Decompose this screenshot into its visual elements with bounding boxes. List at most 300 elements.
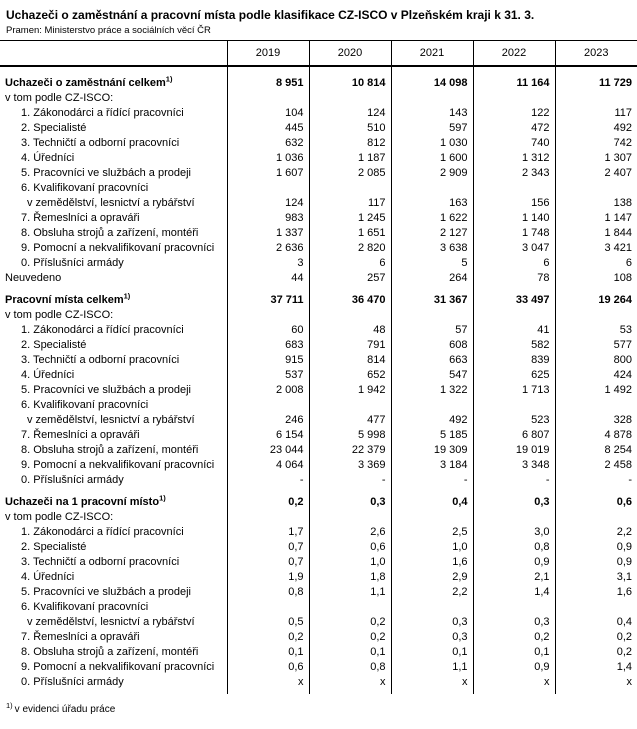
value-cell: 124 (309, 105, 391, 120)
value-cell (309, 599, 391, 614)
block-title-text: Uchazeči o zaměstnání celkem (5, 76, 166, 89)
value-cell: 138 (555, 195, 637, 210)
table-row (0, 457, 637, 472)
table-row (0, 472, 637, 487)
value-cell: x (391, 674, 473, 694)
value-cell: 2,6 (309, 524, 391, 539)
value-cell: 1 140 (473, 210, 555, 225)
value-cell: 683 (227, 337, 309, 352)
value-cell: 6 (473, 255, 555, 270)
value-cell: 0,4 (555, 614, 637, 629)
row-label: 7. Řemeslníci a opraváři (21, 630, 140, 643)
value-cell: 48 (309, 322, 391, 337)
row-label: 4. Úředníci (21, 570, 75, 583)
value-cell: 1 622 (391, 210, 473, 225)
table-row (0, 322, 637, 337)
value-cell: 3 (227, 255, 309, 270)
table-row (0, 644, 637, 659)
value-cell: 477 (309, 412, 391, 427)
value-cell: 3,1 (555, 569, 637, 584)
total-value-cell: 0,3 (309, 487, 391, 509)
row-label: Neuvedeno (5, 271, 62, 284)
value-cell (309, 397, 391, 412)
value-cell: 3 184 (391, 457, 473, 472)
block-total-row (0, 66, 637, 90)
row-label: 2. Specialisté (21, 540, 87, 553)
value-cell: 1 942 (309, 382, 391, 397)
value-cell: 3 638 (391, 240, 473, 255)
total-value-cell: 11 729 (555, 66, 637, 90)
value-cell: 547 (391, 367, 473, 382)
row-label: 2. Specialisté (21, 338, 87, 351)
value-cell: 4 064 (227, 457, 309, 472)
row-label: 1. Zákonodárci a řídící pracovníci (21, 106, 184, 119)
value-cell: 2 008 (227, 382, 309, 397)
value-cell: 812 (309, 135, 391, 150)
table-row (0, 180, 637, 195)
value-cell: - (555, 472, 637, 487)
value-cell: 663 (391, 352, 473, 367)
total-value-cell: 11 164 (473, 66, 555, 90)
footnote-ref-icon: 1) (123, 290, 131, 300)
total-value-cell: 0,2 (227, 487, 309, 509)
block-total-row (0, 285, 637, 307)
table-header-row (0, 41, 637, 66)
table-row (0, 270, 637, 285)
value-cell: 1 600 (391, 150, 473, 165)
value-cell: 0,2 (227, 629, 309, 644)
row-label: 9. Pomocní a nekvalifikovaní pracovníci (21, 458, 215, 471)
table-body (0, 66, 637, 694)
value-cell: 0,7 (227, 554, 309, 569)
footnote (6, 701, 631, 715)
table-row (0, 442, 637, 457)
value-cell: 264 (391, 270, 473, 285)
table-row (0, 554, 637, 569)
value-cell: 1 312 (473, 150, 555, 165)
footnote-text: v evidenci úřadu práce (14, 703, 116, 715)
row-label: 3. Techničtí a odborní pracovníci (21, 555, 180, 568)
value-cell: x (555, 674, 637, 694)
value-cell: 328 (555, 412, 637, 427)
total-value-cell: 0,6 (555, 487, 637, 509)
value-cell: 2 407 (555, 165, 637, 180)
row-label: 7. Řemeslníci a opraváři (21, 428, 140, 441)
value-cell: 2,2 (555, 524, 637, 539)
value-cell (391, 180, 473, 195)
value-cell (555, 397, 637, 412)
value-cell: 143 (391, 105, 473, 120)
value-cell (391, 599, 473, 614)
value-cell (473, 90, 555, 105)
row-label: 0. Příslušníci armády (21, 256, 124, 269)
value-cell: 246 (227, 412, 309, 427)
value-cell: 800 (555, 352, 637, 367)
table-row (0, 674, 637, 694)
table-row (0, 614, 637, 629)
value-cell: 0,6 (309, 539, 391, 554)
value-cell (391, 90, 473, 105)
year-header: 2023 (555, 41, 637, 66)
year-header: 2021 (391, 41, 473, 66)
value-cell: - (309, 472, 391, 487)
value-cell: 0,2 (555, 629, 637, 644)
value-cell (391, 397, 473, 412)
value-cell: 2,1 (473, 569, 555, 584)
page-title: Uchazeči o zaměstnání a pracovní místa podle klasifikace CZ-ISCO v Plzeňském kraji k 31. 3. (6, 8, 535, 22)
value-cell (309, 90, 391, 105)
value-cell: 163 (391, 195, 473, 210)
block-title (0, 285, 227, 307)
table-row (0, 524, 637, 539)
row-label: 4. Úředníci (21, 151, 75, 164)
value-cell: x (473, 674, 555, 694)
table-row (0, 427, 637, 442)
value-cell: 0,6 (227, 659, 309, 674)
value-cell: 104 (227, 105, 309, 120)
value-cell: 108 (555, 270, 637, 285)
value-cell: 1 713 (473, 382, 555, 397)
subheader-row (0, 509, 637, 524)
value-cell: 0,2 (309, 614, 391, 629)
value-cell: 1,0 (309, 554, 391, 569)
total-value-cell: 37 711 (227, 285, 309, 307)
table-row (0, 165, 637, 180)
year-header: 2020 (309, 41, 391, 66)
value-cell: 6 154 (227, 427, 309, 442)
value-cell: 8 254 (555, 442, 637, 457)
total-value-cell: 14 098 (391, 66, 473, 90)
year-header: 2019 (227, 41, 309, 66)
row-label: 7. Řemeslníci a opraváři (21, 211, 140, 224)
value-cell: 0,3 (391, 614, 473, 629)
table-row (0, 135, 637, 150)
table-row (0, 150, 637, 165)
value-cell: 156 (473, 195, 555, 210)
value-cell: 4 878 (555, 427, 637, 442)
value-cell: 1 307 (555, 150, 637, 165)
value-cell: 5 (391, 255, 473, 270)
total-value-cell: 0,4 (391, 487, 473, 509)
value-cell (309, 180, 391, 195)
value-cell: 652 (309, 367, 391, 382)
value-cell: 814 (309, 352, 391, 367)
value-cell: 22 379 (309, 442, 391, 457)
value-cell: 1 607 (227, 165, 309, 180)
total-value-cell: 19 264 (555, 285, 637, 307)
value-cell: 3 047 (473, 240, 555, 255)
value-cell (555, 307, 637, 322)
value-cell: 2 458 (555, 457, 637, 472)
table-row (0, 120, 637, 135)
table-row (0, 352, 637, 367)
row-label: 0. Příslušníci armády (21, 675, 124, 688)
value-cell: 1,1 (309, 584, 391, 599)
footnote-marker: 1) (6, 700, 13, 710)
row-label: 3. Techničtí a odborní pracovníci (21, 136, 180, 149)
value-cell: 0,2 (309, 629, 391, 644)
value-cell (473, 180, 555, 195)
row-label: 8. Obsluha strojů a zařízení, montéři (21, 443, 199, 456)
value-cell: - (391, 472, 473, 487)
value-cell: 1,9 (227, 569, 309, 584)
value-cell: 492 (555, 120, 637, 135)
value-cell: 492 (391, 412, 473, 427)
value-cell (227, 180, 309, 195)
value-cell: 625 (473, 367, 555, 382)
value-cell (555, 599, 637, 614)
data-table (0, 40, 637, 694)
value-cell: 608 (391, 337, 473, 352)
value-cell (473, 509, 555, 524)
value-cell: 0,1 (391, 644, 473, 659)
value-cell: 0,9 (473, 659, 555, 674)
value-cell (555, 90, 637, 105)
value-cell: 445 (227, 120, 309, 135)
subheader-label: v tom podle CZ-ISCO: (5, 308, 114, 321)
footnote-ref-icon: 1) (159, 492, 166, 502)
value-cell: 78 (473, 270, 555, 285)
value-cell: 0,1 (473, 644, 555, 659)
row-label: 8. Obsluha strojů a zařízení, montéři (21, 226, 199, 239)
value-cell: 6 (309, 255, 391, 270)
row-label: v zemědělství, lesnictví a rybářství (27, 196, 195, 209)
total-value-cell: 33 497 (473, 285, 555, 307)
table-row (0, 412, 637, 427)
value-cell: 41 (473, 322, 555, 337)
year-header: 2022 (473, 41, 555, 66)
value-cell: 3 348 (473, 457, 555, 472)
value-cell: 1,4 (555, 659, 637, 674)
value-cell: 117 (555, 105, 637, 120)
value-cell: 1 651 (309, 225, 391, 240)
value-cell: 424 (555, 367, 637, 382)
value-cell: 1 147 (555, 210, 637, 225)
table-row (0, 225, 637, 240)
source-line: Pramen: Ministerstvo práce a sociálních věcí ČR (6, 25, 211, 36)
row-label: v zemědělství, lesnictví a rybářství (27, 413, 195, 426)
value-cell: 5 998 (309, 427, 391, 442)
table-row (0, 599, 637, 614)
table-row (0, 195, 637, 210)
value-cell: 2 343 (473, 165, 555, 180)
value-cell: 472 (473, 120, 555, 135)
value-cell: 2 127 (391, 225, 473, 240)
row-label: v zemědělství, lesnictví a rybářství (27, 615, 195, 628)
value-cell: 983 (227, 210, 309, 225)
footnote-ref-icon: 1) (165, 73, 173, 83)
value-cell: 3 369 (309, 457, 391, 472)
value-cell: x (309, 674, 391, 694)
value-cell (227, 599, 309, 614)
row-label: 4. Úředníci (21, 368, 75, 381)
table-row (0, 629, 637, 644)
row-label: 5. Pracovníci ve službách a prodeji (21, 166, 191, 179)
value-cell: 1 245 (309, 210, 391, 225)
row-label: 8. Obsluha strojů a zařízení, montéři (21, 645, 199, 658)
value-cell: 1,7 (227, 524, 309, 539)
table-row (0, 105, 637, 120)
subheader-row (0, 307, 637, 322)
value-cell: 742 (555, 135, 637, 150)
value-cell: 23 044 (227, 442, 309, 457)
value-cell: 1 844 (555, 225, 637, 240)
row-label: 1. Zákonodárci a řídící pracovníci (21, 525, 184, 538)
value-cell: 2 085 (309, 165, 391, 180)
value-cell: 0,5 (227, 614, 309, 629)
value-cell (555, 509, 637, 524)
value-cell: 1,4 (473, 584, 555, 599)
value-cell: 1 187 (309, 150, 391, 165)
value-cell: 839 (473, 352, 555, 367)
value-cell: 0,2 (473, 629, 555, 644)
value-cell: 2,9 (391, 569, 473, 584)
value-cell: 2 636 (227, 240, 309, 255)
value-cell (227, 509, 309, 524)
table-row (0, 367, 637, 382)
value-cell (555, 180, 637, 195)
table-row (0, 539, 637, 554)
value-cell: 1 748 (473, 225, 555, 240)
table-row (0, 337, 637, 352)
value-cell: 60 (227, 322, 309, 337)
value-cell: 0,9 (555, 539, 637, 554)
table-row (0, 569, 637, 584)
value-cell: 915 (227, 352, 309, 367)
value-cell: 124 (227, 195, 309, 210)
value-cell: 1 322 (391, 382, 473, 397)
value-cell: 1,8 (309, 569, 391, 584)
header-label-cell (0, 41, 227, 66)
total-value-cell: 36 470 (309, 285, 391, 307)
value-cell: 6 (555, 255, 637, 270)
value-cell: 3 421 (555, 240, 637, 255)
value-cell (309, 307, 391, 322)
total-value-cell: 0,3 (473, 487, 555, 509)
subheader-row (0, 90, 637, 105)
value-cell: 0,9 (473, 554, 555, 569)
value-cell: 19 309 (391, 442, 473, 457)
value-cell: 2,2 (391, 584, 473, 599)
value-cell: 632 (227, 135, 309, 150)
value-cell: 597 (391, 120, 473, 135)
value-cell: 1,0 (391, 539, 473, 554)
row-label: 3. Techničtí a odborní pracovníci (21, 353, 180, 366)
row-label: 0. Příslušníci armády (21, 473, 124, 486)
value-cell: 582 (473, 337, 555, 352)
value-cell: 1,6 (391, 554, 473, 569)
value-cell (391, 509, 473, 524)
value-cell: x (227, 674, 309, 694)
block-title (0, 487, 227, 509)
value-cell (227, 90, 309, 105)
value-cell: 117 (309, 195, 391, 210)
value-cell: 3,0 (473, 524, 555, 539)
total-value-cell: 31 367 (391, 285, 473, 307)
table-row (0, 210, 637, 225)
value-cell: 1 030 (391, 135, 473, 150)
value-cell: 0,8 (227, 584, 309, 599)
value-cell (309, 509, 391, 524)
value-cell: - (473, 472, 555, 487)
value-cell: 122 (473, 105, 555, 120)
value-cell (227, 397, 309, 412)
value-cell: 0,3 (473, 614, 555, 629)
value-cell: 57 (391, 322, 473, 337)
row-label: 2. Specialisté (21, 121, 87, 134)
block-title (0, 66, 227, 90)
table-row (0, 240, 637, 255)
value-cell (391, 307, 473, 322)
value-cell (473, 397, 555, 412)
value-cell: 1 036 (227, 150, 309, 165)
total-value-cell: 8 951 (227, 66, 309, 90)
value-cell: 2 820 (309, 240, 391, 255)
value-cell: 2 909 (391, 165, 473, 180)
value-cell (473, 307, 555, 322)
table-row (0, 255, 637, 270)
value-cell: 2,5 (391, 524, 473, 539)
value-cell: 791 (309, 337, 391, 352)
value-cell: 537 (227, 367, 309, 382)
value-cell: - (227, 472, 309, 487)
table-row (0, 659, 637, 674)
value-cell: 44 (227, 270, 309, 285)
value-cell: 5 185 (391, 427, 473, 442)
value-cell: 19 019 (473, 442, 555, 457)
value-cell: 0,3 (391, 629, 473, 644)
value-cell: 0,7 (227, 539, 309, 554)
row-label: 5. Pracovníci ve službách a prodeji (21, 383, 191, 396)
value-cell: 0,2 (555, 644, 637, 659)
table-row (0, 382, 637, 397)
value-cell: 1,1 (391, 659, 473, 674)
row-label: 9. Pomocní a nekvalifikovaní pracovníci (21, 660, 215, 673)
row-label: 6. Kvalifikovaní pracovníci (21, 181, 149, 194)
value-cell: 0,8 (473, 539, 555, 554)
block-title-text: Pracovní místa celkem (5, 293, 124, 306)
value-cell: 1,6 (555, 584, 637, 599)
total-value-cell: 10 814 (309, 66, 391, 90)
table-row (0, 397, 637, 412)
value-cell: 6 807 (473, 427, 555, 442)
row-label: 9. Pomocní a nekvalifikovaní pracovníci (21, 241, 215, 254)
value-cell: 0,1 (309, 644, 391, 659)
value-cell: 740 (473, 135, 555, 150)
row-label: 1. Zákonodárci a řídící pracovníci (21, 323, 184, 336)
value-cell: 523 (473, 412, 555, 427)
block-title-text: Uchazeči na 1 pracovní místo (5, 495, 160, 508)
value-cell: 1 492 (555, 382, 637, 397)
block-total-row (0, 487, 637, 509)
value-cell: 0,8 (309, 659, 391, 674)
value-cell: 0,9 (555, 554, 637, 569)
value-cell: 0,1 (227, 644, 309, 659)
subheader-label: v tom podle CZ-ISCO: (5, 510, 114, 523)
subheader-label: v tom podle CZ-ISCO: (5, 91, 114, 104)
value-cell: 1 337 (227, 225, 309, 240)
table-row (0, 584, 637, 599)
value-cell: 510 (309, 120, 391, 135)
row-label: 6. Kvalifikovaní pracovníci (21, 600, 149, 613)
value-cell: 577 (555, 337, 637, 352)
row-label: 6. Kvalifikovaní pracovníci (21, 398, 149, 411)
value-cell: 53 (555, 322, 637, 337)
value-cell (473, 599, 555, 614)
row-label: 5. Pracovníci ve službách a prodeji (21, 585, 191, 598)
value-cell (227, 307, 309, 322)
value-cell: 257 (309, 270, 391, 285)
